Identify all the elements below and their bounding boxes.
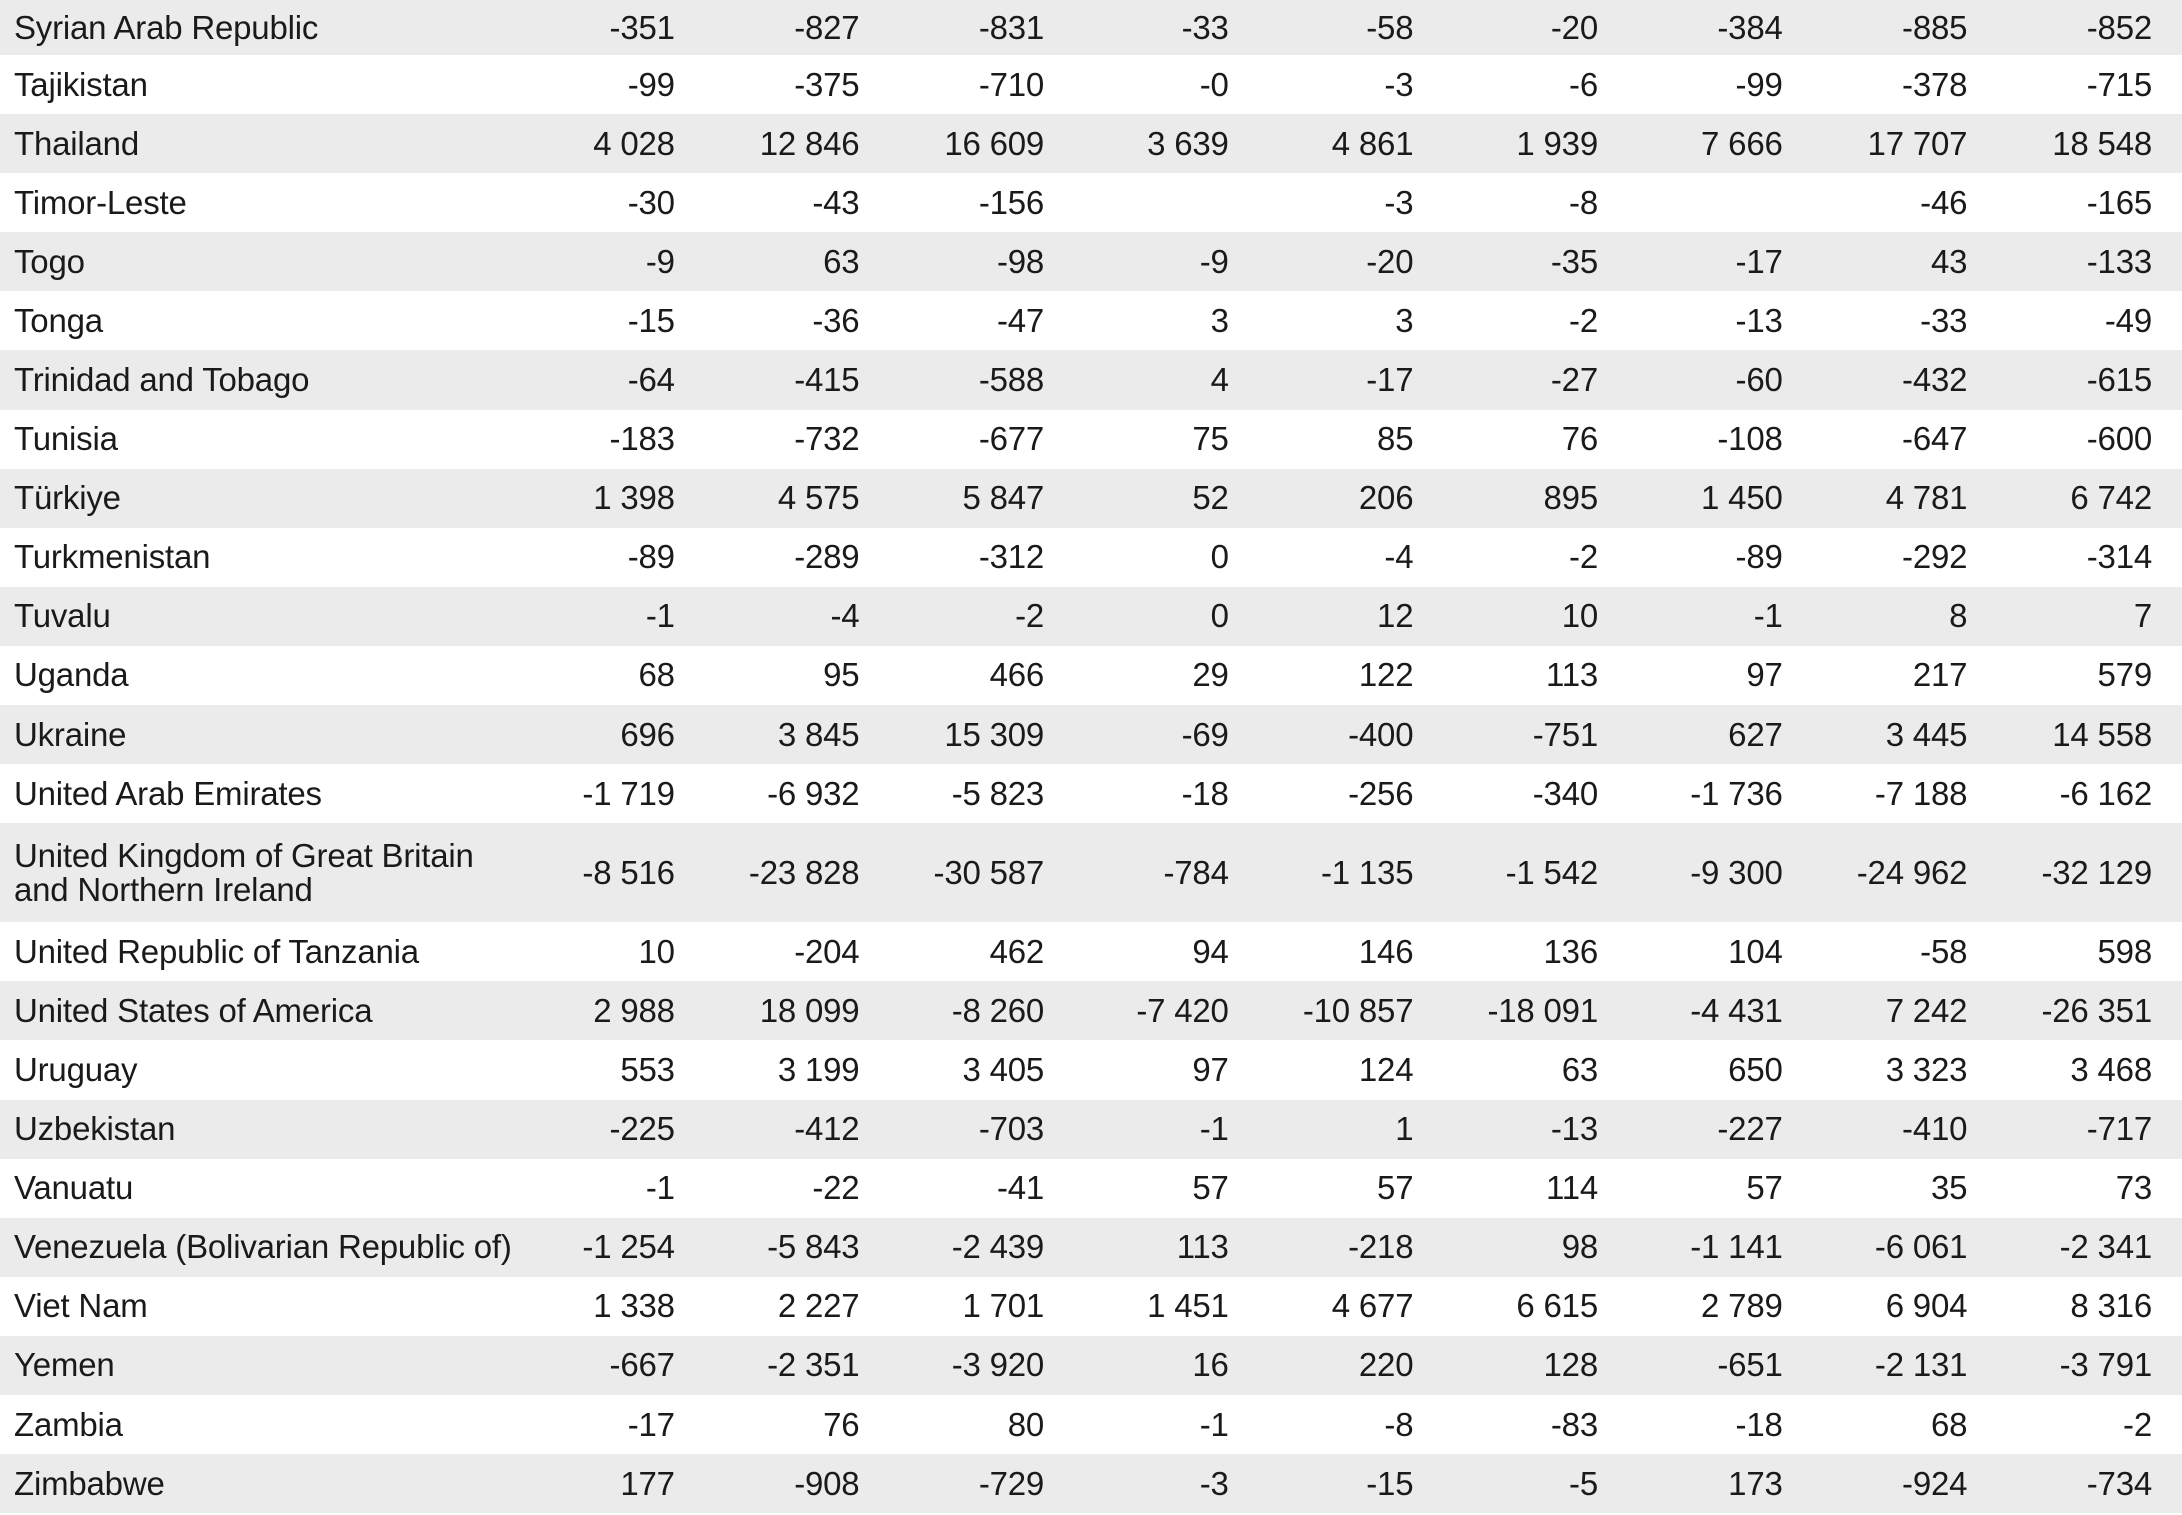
value-cell: -410 [1813,1100,1998,1159]
table-row [0,922,2182,981]
value-cell: 627 [1628,705,1813,764]
value-cell: -7 188 [1813,764,1998,823]
value-cell: -204 [705,922,890,981]
value-cell: -5 [1443,1454,1628,1513]
value-cell: -133 [1997,232,2182,291]
value-cell: -8 [1443,173,1628,232]
value-cell: -1 [1074,1100,1259,1159]
value-cell: 97 [1074,1040,1259,1099]
value-cell: -225 [520,1100,705,1159]
value-cell: 5 847 [889,469,1074,528]
country-cell: Zambia [0,1395,520,1454]
value-cell: -69 [1074,705,1259,764]
value-cell: -827 [705,0,890,55]
value-cell: 1 451 [1074,1277,1259,1336]
value-cell: -378 [1813,55,1998,114]
value-cell: -2 [1997,1395,2182,1454]
value-cell: 124 [1259,1040,1444,1099]
value-cell: -1 [1628,587,1813,646]
value-cell: 4 781 [1813,469,1998,528]
value-cell: -165 [1997,173,2182,232]
country-cell: Uruguay [0,1040,520,1099]
value-cell [1074,173,1259,232]
value-cell: 217 [1813,646,1998,705]
value-cell: 2 789 [1628,1277,1813,1336]
value-cell: -98 [889,232,1074,291]
value-cell: 553 [520,1040,705,1099]
value-cell: -4 431 [1628,981,1813,1040]
value-cell: 7 [1997,587,2182,646]
country-cell: Tajikistan [0,55,520,114]
value-cell: 8 [1813,587,1998,646]
country-cell: Tuvalu [0,587,520,646]
country-cell: Timor-Leste [0,173,520,232]
value-cell: -415 [705,350,890,409]
value-cell: -9 [520,232,705,291]
value-cell: 16 609 [889,114,1074,173]
value-cell: -256 [1259,764,1444,823]
value-cell: -60 [1628,350,1813,409]
value-cell: 104 [1628,922,1813,981]
value-cell: -2 341 [1997,1218,2182,1277]
value-cell: 206 [1259,469,1444,528]
value-cell: 0 [1074,528,1259,587]
value-cell: 7 666 [1628,114,1813,173]
value-cell: -615 [1997,350,2182,409]
value-cell: 68 [520,646,705,705]
value-cell: -43 [705,173,890,232]
value-cell: -885 [1813,0,1998,55]
value-cell: -1 542 [1443,823,1628,922]
value-cell: -4 [1259,528,1444,587]
value-cell: 12 [1259,587,1444,646]
value-cell: -13 [1443,1100,1628,1159]
country-cell: Vanuatu [0,1159,520,1218]
value-cell: 6 615 [1443,1277,1628,1336]
value-cell: -108 [1628,410,1813,469]
table-row [0,1218,2182,1277]
table-row [0,1395,2182,1454]
value-cell: -99 [1628,55,1813,114]
value-cell: -10 857 [1259,981,1444,1040]
value-cell: 3 405 [889,1040,1074,1099]
value-cell: -30 587 [889,823,1074,922]
country-cell: Venezuela (Bolivarian Republic of) [0,1218,520,1277]
value-cell: 7 242 [1813,981,1998,1040]
table-row [0,1040,2182,1099]
value-cell: -1 736 [1628,764,1813,823]
value-cell: 29 [1074,646,1259,705]
value-cell: -2 [889,587,1074,646]
value-cell: -17 [520,1395,705,1454]
value-cell: 76 [1443,410,1628,469]
value-cell: -412 [705,1100,890,1159]
value-cell: 3 445 [1813,705,1998,764]
value-cell: -2 439 [889,1218,1074,1277]
value-cell: -23 828 [705,823,890,922]
value-cell: -2 [1443,291,1628,350]
value-cell: -27 [1443,350,1628,409]
value-cell: -400 [1259,705,1444,764]
value-cell: 3 [1259,291,1444,350]
value-cell: -1 254 [520,1218,705,1277]
value-cell: -6 061 [1813,1218,1998,1277]
value-cell: 4 028 [520,114,705,173]
country-cell: Tunisia [0,410,520,469]
value-cell: 75 [1074,410,1259,469]
value-cell: 17 707 [1813,114,1998,173]
value-cell: 122 [1259,646,1444,705]
value-cell: 136 [1443,922,1628,981]
value-cell: -2 [1443,528,1628,587]
value-cell: -292 [1813,528,1998,587]
value-cell: 113 [1443,646,1628,705]
table-row [0,981,2182,1040]
value-cell: 57 [1259,1159,1444,1218]
value-cell: -717 [1997,1100,2182,1159]
value-cell: -9 300 [1628,823,1813,922]
value-cell: -156 [889,173,1074,232]
value-cell: -677 [889,410,1074,469]
value-cell: 97 [1628,646,1813,705]
table-row [0,291,2182,350]
value-cell: -18 091 [1443,981,1628,1040]
value-cell: 3 639 [1074,114,1259,173]
value-cell: 177 [520,1454,705,1513]
value-cell: -33 [1074,0,1259,55]
value-cell: -1 [1074,1395,1259,1454]
table-row [0,55,2182,114]
value-cell: -1 [520,1159,705,1218]
table-row [0,1100,2182,1159]
value-cell: 6 742 [1997,469,2182,528]
value-cell: -8 [1259,1395,1444,1454]
value-cell: -20 [1259,232,1444,291]
value-cell: -6 932 [705,764,890,823]
country-cell: Thailand [0,114,520,173]
table-row [0,587,2182,646]
value-cell: -89 [1628,528,1813,587]
value-cell: 1 398 [520,469,705,528]
value-cell: -647 [1813,410,1998,469]
value-cell: -729 [889,1454,1074,1513]
value-cell: -7 420 [1074,981,1259,1040]
country-cell: Trinidad and Tobago [0,350,520,409]
value-cell: -6 162 [1997,764,2182,823]
value-cell: -751 [1443,705,1628,764]
table-row [0,1336,2182,1395]
value-cell: 94 [1074,922,1259,981]
value-cell: 1 [1259,1100,1444,1159]
value-cell: -312 [889,528,1074,587]
value-cell: -375 [705,55,890,114]
value-cell: 3 [1074,291,1259,350]
value-cell: 18 099 [705,981,890,1040]
value-cell: 2 227 [705,1277,890,1336]
value-cell: 3 845 [705,705,890,764]
value-cell: 0 [1074,587,1259,646]
value-cell: -15 [1259,1454,1444,1513]
table-row [0,1454,2182,1513]
table-row [0,0,2182,55]
value-cell: -831 [889,0,1074,55]
value-cell: 113 [1074,1218,1259,1277]
value-cell: 10 [1443,587,1628,646]
value-cell: -99 [520,55,705,114]
value-cell: 4 575 [705,469,890,528]
country-cell: United Republic of Tanzania [0,922,520,981]
country-cell: Viet Nam [0,1277,520,1336]
value-cell: -18 [1628,1395,1813,1454]
value-cell: 80 [889,1395,1074,1454]
value-cell: -47 [889,291,1074,350]
value-cell: 466 [889,646,1074,705]
value-cell: -5 823 [889,764,1074,823]
value-cell: -732 [705,410,890,469]
value-cell: 12 846 [705,114,890,173]
table-row [0,823,2182,922]
table-row [0,1277,2182,1336]
value-cell: 95 [705,646,890,705]
value-cell: -852 [1997,0,2182,55]
value-cell: -924 [1813,1454,1998,1513]
value-cell: 57 [1628,1159,1813,1218]
value-cell: -667 [520,1336,705,1395]
value-cell: -651 [1628,1336,1813,1395]
value-cell: -351 [520,0,705,55]
value-cell: 650 [1628,1040,1813,1099]
value-cell [1628,173,1813,232]
value-cell: 10 [520,922,705,981]
value-cell: 68 [1813,1395,1998,1454]
value-cell: -15 [520,291,705,350]
value-cell: -908 [705,1454,890,1513]
value-cell: -2 351 [705,1336,890,1395]
value-cell: 1 701 [889,1277,1074,1336]
value-cell: -30 [520,173,705,232]
value-cell: -46 [1813,173,1998,232]
table-row [0,173,2182,232]
table-row [0,232,2182,291]
value-cell: 895 [1443,469,1628,528]
value-cell: -3 791 [1997,1336,2182,1395]
value-cell: -3 [1259,55,1444,114]
country-cell: Turkmenistan [0,528,520,587]
country-cell: United Kingdom of Great Britain and Northern Ireland [0,823,520,922]
value-cell: 63 [1443,1040,1628,1099]
value-cell: -588 [889,350,1074,409]
value-cell: 4 861 [1259,114,1444,173]
country-cell: Yemen [0,1336,520,1395]
value-cell: 73 [1997,1159,2182,1218]
value-cell: -18 [1074,764,1259,823]
value-cell: -289 [705,528,890,587]
value-cell: -314 [1997,528,2182,587]
value-cell: 35 [1813,1159,1998,1218]
value-cell: 598 [1997,922,2182,981]
value-cell: -49 [1997,291,2182,350]
value-cell: 3 323 [1813,1040,1998,1099]
value-cell: 76 [705,1395,890,1454]
value-cell: 579 [1997,646,2182,705]
country-cell: Zimbabwe [0,1454,520,1513]
value-cell: -8 516 [520,823,705,922]
country-cell: Uzbekistan [0,1100,520,1159]
table-row [0,646,2182,705]
value-cell: 16 [1074,1336,1259,1395]
value-cell: 57 [1074,1159,1259,1218]
table-row [0,469,2182,528]
value-cell: 15 309 [889,705,1074,764]
table-row [0,705,2182,764]
value-cell: 128 [1443,1336,1628,1395]
value-cell: 696 [520,705,705,764]
value-cell: -64 [520,350,705,409]
value-cell: -600 [1997,410,2182,469]
value-cell: -3 [1074,1454,1259,1513]
country-cell: Türkiye [0,469,520,528]
value-cell: -2 131 [1813,1336,1998,1395]
value-cell: 4 677 [1259,1277,1444,1336]
country-cell: United Arab Emirates [0,764,520,823]
value-cell: 98 [1443,1218,1628,1277]
value-cell: -710 [889,55,1074,114]
value-cell: 3 468 [1997,1040,2182,1099]
country-cell: Tonga [0,291,520,350]
value-cell: -1 141 [1628,1218,1813,1277]
value-cell: -26 351 [1997,981,2182,1040]
table-row [0,350,2182,409]
value-cell: -58 [1259,0,1444,55]
value-cell: 1 939 [1443,114,1628,173]
value-cell: 4 [1074,350,1259,409]
table-row [0,1159,2182,1218]
value-cell: -4 [705,587,890,646]
value-cell: -340 [1443,764,1628,823]
value-cell: -0 [1074,55,1259,114]
value-cell: -3 [1259,173,1444,232]
value-cell: -83 [1443,1395,1628,1454]
value-cell: 52 [1074,469,1259,528]
value-cell: 43 [1813,232,1998,291]
value-cell: -13 [1628,291,1813,350]
value-cell: -715 [1997,55,2182,114]
value-cell: -432 [1813,350,1998,409]
value-cell: 6 904 [1813,1277,1998,1336]
value-cell: 173 [1628,1454,1813,1513]
value-cell: -20 [1443,0,1628,55]
value-cell: -227 [1628,1100,1813,1159]
value-cell: -1 719 [520,764,705,823]
value-cell: -703 [889,1100,1074,1159]
value-cell: -17 [1628,232,1813,291]
value-cell: 146 [1259,922,1444,981]
value-cell: 3 199 [705,1040,890,1099]
value-cell: -6 [1443,55,1628,114]
table-row [0,764,2182,823]
value-cell: 462 [889,922,1074,981]
country-cell: Syrian Arab Republic [0,0,520,55]
value-cell: -9 [1074,232,1259,291]
country-cell: United States of America [0,981,520,1040]
value-cell: -784 [1074,823,1259,922]
value-cell: -384 [1628,0,1813,55]
value-cell: -734 [1997,1454,2182,1513]
value-cell: -218 [1259,1218,1444,1277]
value-cell: 14 558 [1997,705,2182,764]
value-cell: 63 [705,232,890,291]
value-cell: -3 920 [889,1336,1074,1395]
value-cell: 8 316 [1997,1277,2182,1336]
value-cell: -89 [520,528,705,587]
value-cell: 18 548 [1997,114,2182,173]
value-cell: -33 [1813,291,1998,350]
value-cell: 1 450 [1628,469,1813,528]
value-cell: -17 [1259,350,1444,409]
table-row [0,114,2182,173]
table-row [0,410,2182,469]
value-cell: -183 [520,410,705,469]
value-cell: -1 135 [1259,823,1444,922]
value-cell: 220 [1259,1336,1444,1395]
country-cell: Uganda [0,646,520,705]
table-row [0,528,2182,587]
value-cell: -5 843 [705,1218,890,1277]
value-cell: 114 [1443,1159,1628,1218]
value-cell: -1 [520,587,705,646]
value-cell: -35 [1443,232,1628,291]
value-cell: -24 962 [1813,823,1998,922]
value-cell: 2 988 [520,981,705,1040]
value-cell: -41 [889,1159,1074,1218]
value-cell: -58 [1813,922,1998,981]
value-cell: -36 [705,291,890,350]
value-cell: -8 260 [889,981,1074,1040]
value-cell: -22 [705,1159,890,1218]
country-cell: Togo [0,232,520,291]
value-cell: 1 338 [520,1277,705,1336]
value-cell: -32 129 [1997,823,2182,922]
country-cell: Ukraine [0,705,520,764]
value-cell: 85 [1259,410,1444,469]
